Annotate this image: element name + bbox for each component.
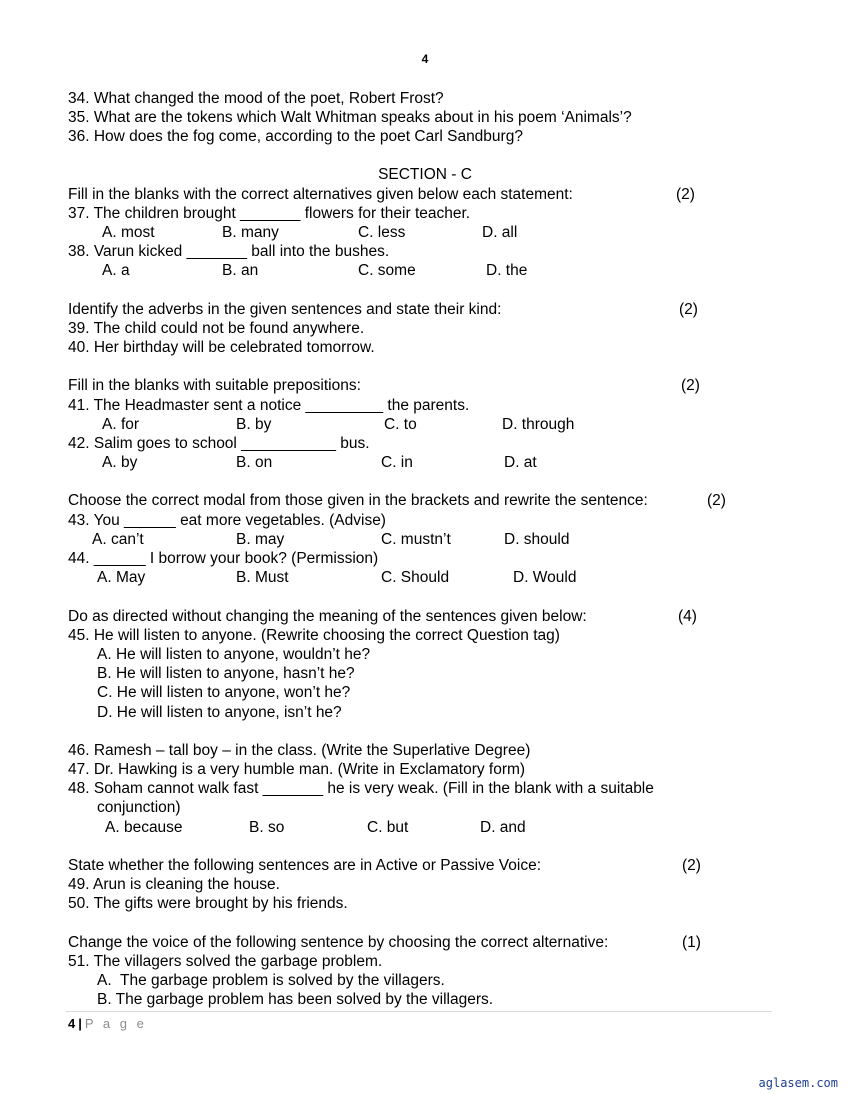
question-48: 48. Soham cannot walk fast _______ he is very weak. (Fill in the blank with a suitable: [68, 780, 654, 797]
page-number: 4: [421, 52, 429, 66]
footer-divider: [66, 1011, 772, 1012]
instruction-prepositions: Fill in the blanks with suitable prepositions:: [68, 377, 361, 394]
instruction-change-voice: Change the voice of the following sentence by choosing the correct alternative:: [68, 934, 609, 951]
option: D. at: [504, 454, 537, 471]
question-45: 45. He will listen to anyone. (Rewrite choosing the correct Question tag): [68, 627, 560, 644]
option: A. can’t: [92, 531, 144, 548]
question-49: 49. Arun is cleaning the house.: [68, 876, 280, 893]
option: C. some: [358, 262, 416, 279]
question-47: 47. Dr. Hawking is a very humble man. (Write in Exclamatory form): [68, 761, 526, 778]
question-36: 36. How does the fog come, according to the poet Carl Sandburg?: [68, 128, 523, 145]
option: B. so: [249, 819, 285, 836]
footer-page-number: 4: [68, 1016, 76, 1031]
option: A. a: [102, 262, 130, 279]
option: D. Would: [513, 569, 577, 586]
marks-label: (2): [676, 186, 695, 203]
option: D. through: [502, 416, 575, 433]
option: D. should: [504, 531, 570, 548]
question-34: 34. What changed the mood of the poet, Robert Frost?: [68, 90, 444, 107]
option: B. by: [236, 416, 272, 433]
option: C. mustn’t: [381, 531, 451, 548]
option: C. Should: [381, 569, 450, 586]
option: A. He will listen to anyone, wouldn’t he?: [97, 646, 371, 663]
watermark: aglasem.com: [758, 1076, 838, 1090]
option: D. the: [486, 262, 528, 279]
question-46: 46. Ramesh – tall boy – in the class. (Write the Superlative Degree): [68, 742, 531, 759]
option: B. on: [236, 454, 273, 471]
option: A. most: [102, 224, 155, 241]
marks-label: (2): [681, 377, 700, 394]
question-39: 39. The child could not be found anywhere.: [68, 320, 365, 337]
option: B. The garbage problem has been solved by the villagers.: [97, 991, 494, 1008]
question-37: 37. The children brought _______ flowers for their teacher.: [68, 205, 471, 222]
marks-label: (1): [682, 934, 701, 951]
option: B. Must: [236, 569, 289, 586]
question-51: 51. The villagers solved the garbage problem.: [68, 953, 383, 970]
marks-label: (4): [678, 608, 697, 625]
question-41: 41. The Headmaster sent a notice _________ the parents.: [68, 397, 470, 414]
question-48-continuation: conjunction): [97, 799, 181, 816]
question-44: 44. ______ I borrow your book? (Permission): [68, 550, 379, 567]
option: B. many: [222, 224, 279, 241]
option: D. He will listen to anyone, isn’t he?: [97, 704, 342, 721]
question-35: 35. What are the tokens which Walt Whitman speaks about in his poem ‘Animals’?: [68, 109, 632, 126]
footer-page-label: P a g e: [84, 1016, 147, 1031]
section-title: SECTION - C: [378, 166, 472, 183]
option: A. by: [102, 454, 138, 471]
option: D. all: [482, 224, 518, 241]
option: A. for: [102, 416, 140, 433]
instruction-do-as-directed: Do as directed without changing the meaning of the sentences given below:: [68, 608, 587, 625]
option: C. but: [367, 819, 409, 836]
option: C. He will listen to anyone, won’t he?: [97, 684, 351, 701]
option: A. May: [97, 569, 146, 586]
instruction-adverbs: Identify the adverbs in the given sentences and state their kind:: [68, 301, 502, 318]
instruction-fill-blanks: Fill in the blanks with the correct alternatives given below each statement:: [68, 186, 573, 203]
option: B. He will listen to anyone, hasn’t he?: [97, 665, 355, 682]
option: B. an: [222, 262, 259, 279]
question-50: 50. The gifts were brought by his friends.: [68, 895, 348, 912]
question-38: 38. Varun kicked _______ ball into the bushes.: [68, 243, 390, 260]
option: A. The garbage problem is solved by the villagers.: [97, 972, 445, 989]
instruction-modals: Choose the correct modal from those given in the brackets and rewrite the sentence:: [68, 492, 648, 509]
option: B. may: [236, 531, 285, 548]
question-42: 42. Salim goes to school ___________ bus.: [68, 435, 370, 452]
marks-label: (2): [707, 492, 726, 509]
instruction-voice: State whether the following sentences are in Active or Passive Voice:: [68, 857, 542, 874]
footer-separator: |: [78, 1016, 82, 1031]
option: C. in: [381, 454, 413, 471]
option: D. and: [480, 819, 526, 836]
question-40: 40. Her birthday will be celebrated tomorrow.: [68, 339, 375, 356]
marks-label: (2): [682, 857, 701, 874]
marks-label: (2): [679, 301, 698, 318]
question-43: 43. You ______ eat more vegetables. (Advise): [68, 512, 386, 529]
option: C. to: [384, 416, 417, 433]
page-footer: [68, 1016, 147, 1031]
option: C. less: [358, 224, 406, 241]
option: A. because: [105, 819, 183, 836]
